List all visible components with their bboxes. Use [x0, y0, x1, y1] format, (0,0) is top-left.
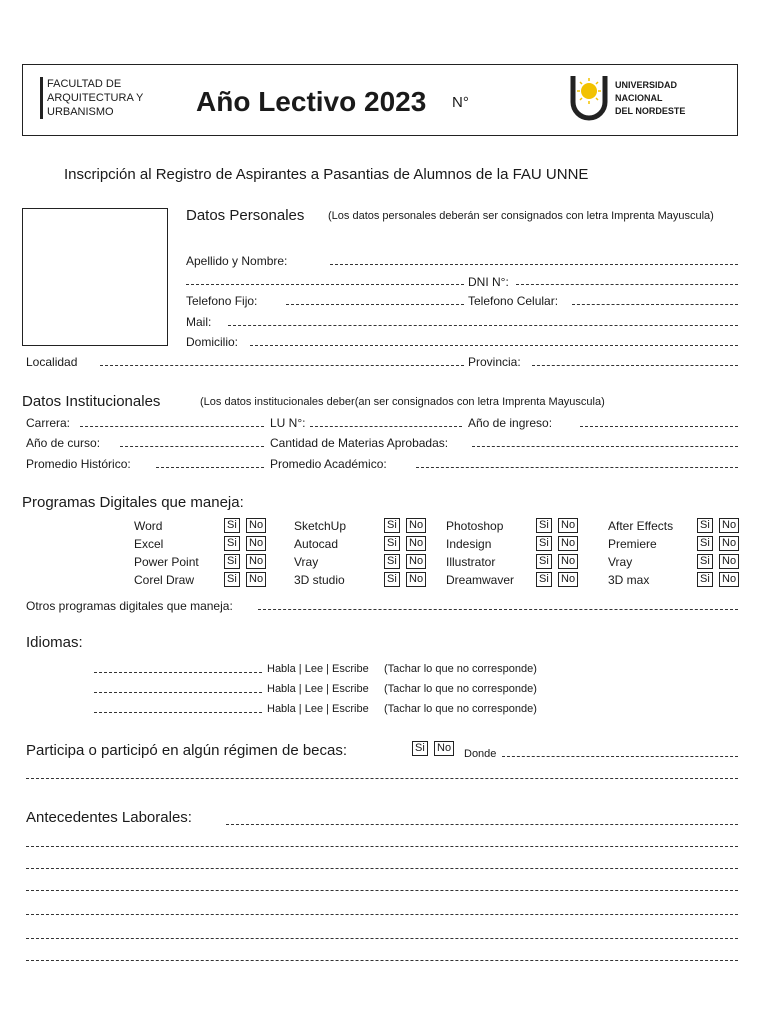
photo-box[interactable]: [22, 208, 168, 346]
where-label: Donde: [464, 748, 497, 760]
program-yes-box[interactable]: Si: [224, 572, 240, 587]
province-label: Provincia:: [468, 355, 521, 369]
program-yes-box[interactable]: Si: [536, 536, 552, 551]
program-label: After Effects: [608, 519, 674, 533]
mail-label: Mail:: [186, 315, 212, 329]
course-year-label: Año de curso:: [26, 436, 101, 450]
program-label: Vray: [294, 555, 319, 569]
scholarship-no-box[interactable]: No: [434, 741, 454, 756]
faculty-bar: [40, 77, 43, 119]
personal-heading: Datos Personales: [186, 207, 305, 224]
program-no-box[interactable]: No: [406, 536, 426, 551]
scholarship-line-2[interactable]: [26, 778, 738, 779]
program-yes-box[interactable]: Si: [384, 554, 400, 569]
institutional-note: (Los datos institucionales deber(an ser consignados con letra Imprenta Mayuscula): [200, 396, 605, 408]
entry-year-label: Año de ingreso:: [468, 416, 553, 430]
institutional-heading: Datos Institucionales: [22, 393, 161, 410]
work-line-5[interactable]: [26, 914, 738, 915]
program-no-box[interactable]: No: [719, 554, 739, 569]
phone-field[interactable]: [286, 304, 464, 305]
program-label: Vray: [608, 555, 633, 569]
dni-field[interactable]: [516, 284, 738, 285]
program-no-box[interactable]: No: [246, 554, 266, 569]
program-label: Power Point: [134, 555, 199, 569]
year-title: Año Lectivo 2023: [196, 86, 427, 117]
program-label: 3D studio: [294, 573, 345, 587]
hist-avg-field[interactable]: [156, 467, 264, 468]
program-no-box[interactable]: No: [246, 518, 266, 533]
language-field-2[interactable]: [94, 692, 262, 693]
university-name: UNIVERSIDAD NACIONAL DEL NORDESTE: [615, 80, 686, 116]
program-label: Autocad: [294, 537, 339, 551]
program-yes-box[interactable]: Si: [384, 536, 400, 551]
language-field-1[interactable]: [94, 672, 262, 673]
university-logo-icon: [568, 74, 610, 124]
program-label: Illustrator: [446, 555, 496, 569]
acad-avg-label: Promedio Académico:: [270, 457, 387, 471]
program-label: Photoshop: [446, 519, 504, 533]
program-yes-box[interactable]: Si: [536, 518, 552, 533]
program-yes-box[interactable]: Si: [536, 554, 552, 569]
course-year-field[interactable]: [120, 446, 264, 447]
form-title: Inscripción al Registro de Aspirantes a Pasantias de Alumnos de la FAU UNNE: [64, 166, 589, 183]
address-label: Domicilio:: [186, 335, 239, 349]
program-yes-box[interactable]: Si: [224, 536, 240, 551]
acad-avg-field[interactable]: [416, 467, 738, 468]
faculty-name: FACULTAD DE ARQUITECTURA Y URBANISMO: [47, 78, 144, 118]
personal-note: (Los datos personales deberán ser consignados con letra Imprenta Mayuscula): [328, 210, 714, 222]
scholarship-yes-box[interactable]: Si: [412, 741, 428, 756]
program-yes-box[interactable]: Si: [697, 572, 713, 587]
work-line-6[interactable]: [26, 938, 738, 939]
program-label: Corel Draw: [134, 573, 195, 587]
program-no-box[interactable]: No: [719, 518, 739, 533]
program-yes-box[interactable]: Si: [384, 518, 400, 533]
program-yes-box[interactable]: Si: [697, 554, 713, 569]
work-line-4[interactable]: [26, 890, 738, 891]
phone-label: Telefono Fijo:: [186, 294, 258, 308]
program-no-box[interactable]: No: [558, 536, 578, 551]
entry-year-field[interactable]: [580, 426, 738, 427]
program-yes-box[interactable]: Si: [224, 554, 240, 569]
work-line-7[interactable]: [26, 960, 738, 961]
programs-heading: Programas Digitales que maneja:: [22, 494, 244, 511]
city-field[interactable]: [100, 365, 464, 366]
program-yes-box[interactable]: Si: [697, 518, 713, 533]
program-no-box[interactable]: No: [558, 572, 578, 587]
mobile-field[interactable]: [572, 304, 738, 305]
program-no-box[interactable]: No: [558, 518, 578, 533]
program-yes-box[interactable]: Si: [224, 518, 240, 533]
subjects-label: Cantidad de Materias Aprobadas:: [270, 436, 449, 450]
other-programs-label: Otros programas digitales que maneja:: [26, 599, 233, 613]
city-label: Localidad: [26, 355, 78, 369]
program-label: Word: [134, 519, 163, 533]
career-label: Carrera:: [26, 416, 71, 430]
work-line-1[interactable]: [226, 824, 738, 825]
work-line-3[interactable]: [26, 868, 738, 869]
language-hint-3: (Tachar lo que no corresponde): [384, 703, 537, 715]
name-field-2[interactable]: [186, 284, 464, 285]
lu-label: LU N°:: [270, 416, 306, 430]
hist-avg-label: Promedio Histórico:: [26, 457, 131, 471]
work-line-2[interactable]: [26, 846, 738, 847]
program-no-box[interactable]: No: [406, 572, 426, 587]
program-no-box[interactable]: No: [406, 554, 426, 569]
program-label: Excel: [134, 537, 164, 551]
program-yes-box[interactable]: Si: [536, 572, 552, 587]
program-label: 3D max: [608, 573, 650, 587]
number-label: N°: [452, 94, 469, 111]
program-no-box[interactable]: No: [558, 554, 578, 569]
name-label: Apellido y Nombre:: [186, 254, 288, 268]
province-field[interactable]: [532, 365, 738, 366]
languages-heading: Idiomas:: [26, 634, 83, 651]
program-no-box[interactable]: No: [719, 536, 739, 551]
program-no-box[interactable]: No: [246, 572, 266, 587]
work-heading: Antecedentes Laborales:: [26, 809, 192, 826]
other-programs-field[interactable]: [258, 609, 738, 610]
language-skills-1[interactable]: Habla | Lee | Escribe: [267, 663, 369, 675]
program-label: Premiere: [608, 537, 657, 551]
language-field-3[interactable]: [94, 712, 262, 713]
dni-label: DNI N°:: [468, 275, 509, 289]
language-skills-2[interactable]: Habla | Lee | Escribe: [267, 683, 369, 695]
program-label: Indesign: [446, 537, 492, 551]
program-no-box[interactable]: No: [719, 572, 739, 587]
program-label: Dreamwaver: [446, 573, 515, 587]
language-hint-1: (Tachar lo que no corresponde): [384, 663, 537, 675]
mobile-label: Telefono Celular:: [468, 294, 559, 308]
career-field[interactable]: [80, 426, 264, 427]
lu-field[interactable]: [310, 426, 462, 427]
program-yes-box[interactable]: Si: [697, 536, 713, 551]
scholarship-question: Participa o participó en algún régimen de becas:: [26, 742, 348, 759]
program-no-box[interactable]: No: [406, 518, 426, 533]
where-field[interactable]: [502, 756, 738, 757]
address-field[interactable]: [250, 345, 738, 346]
program-label: SketchUp: [294, 519, 347, 533]
program-yes-box[interactable]: Si: [384, 572, 400, 587]
mail-field[interactable]: [228, 325, 738, 326]
program-no-box[interactable]: No: [246, 536, 266, 551]
language-skills-3[interactable]: Habla | Lee | Escribe: [267, 703, 369, 715]
language-hint-2: (Tachar lo que no corresponde): [384, 683, 537, 695]
subjects-field[interactable]: [472, 446, 738, 447]
name-field[interactable]: [330, 264, 738, 265]
